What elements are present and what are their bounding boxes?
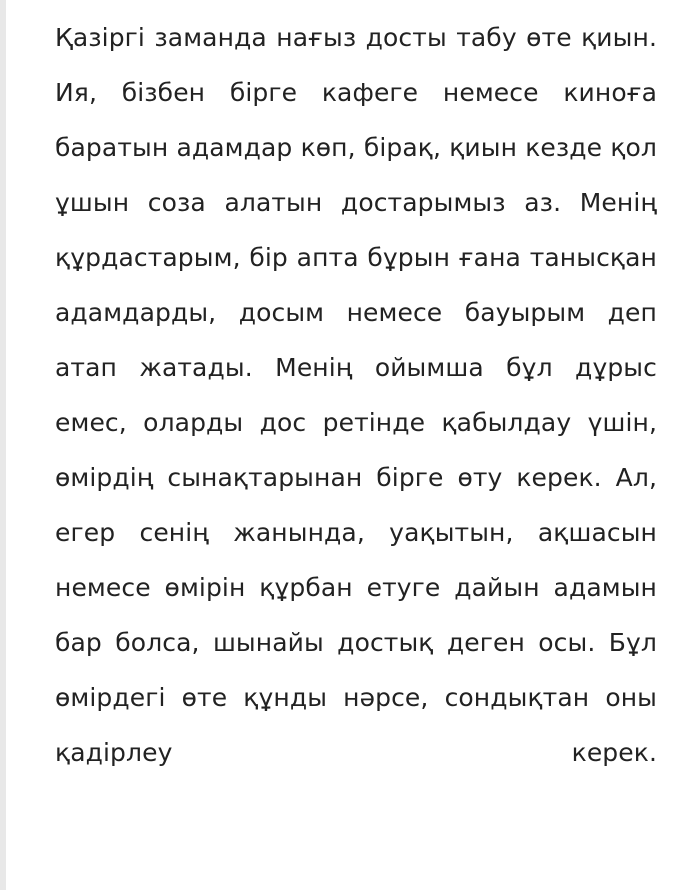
document-text-block: [55, 10, 657, 835]
left-margin-rule: [0, 0, 6, 890]
document-paragraph: Қазіргі заманда нағыз досты табу өте қиын. Ия, бізбен бірге кафеге немесе киноға баратын адамдар көп, бірақ, қиын кезде қол ұшын соза алатын достарымыз аз. Менің құрдастарым, бір апта бұрын ғана танысқан адамдарды, досым немесе бауырым деп атап жатады. Менің ойымша бұл дұрыс емес, оларды дос ретінде қабылдау үшін, өмірдің сынақтарынан бірге өту керек. Ал, егер сенің жанында, уақытын, ақшасын немесе өмірін құрбан етуге дайын адамын бар болса, шынайы достық деген осы. Бұл өмірдегі өте құнды нәрсе, сондықтан оны қадірлеу керек.: [55, 23, 657, 767]
